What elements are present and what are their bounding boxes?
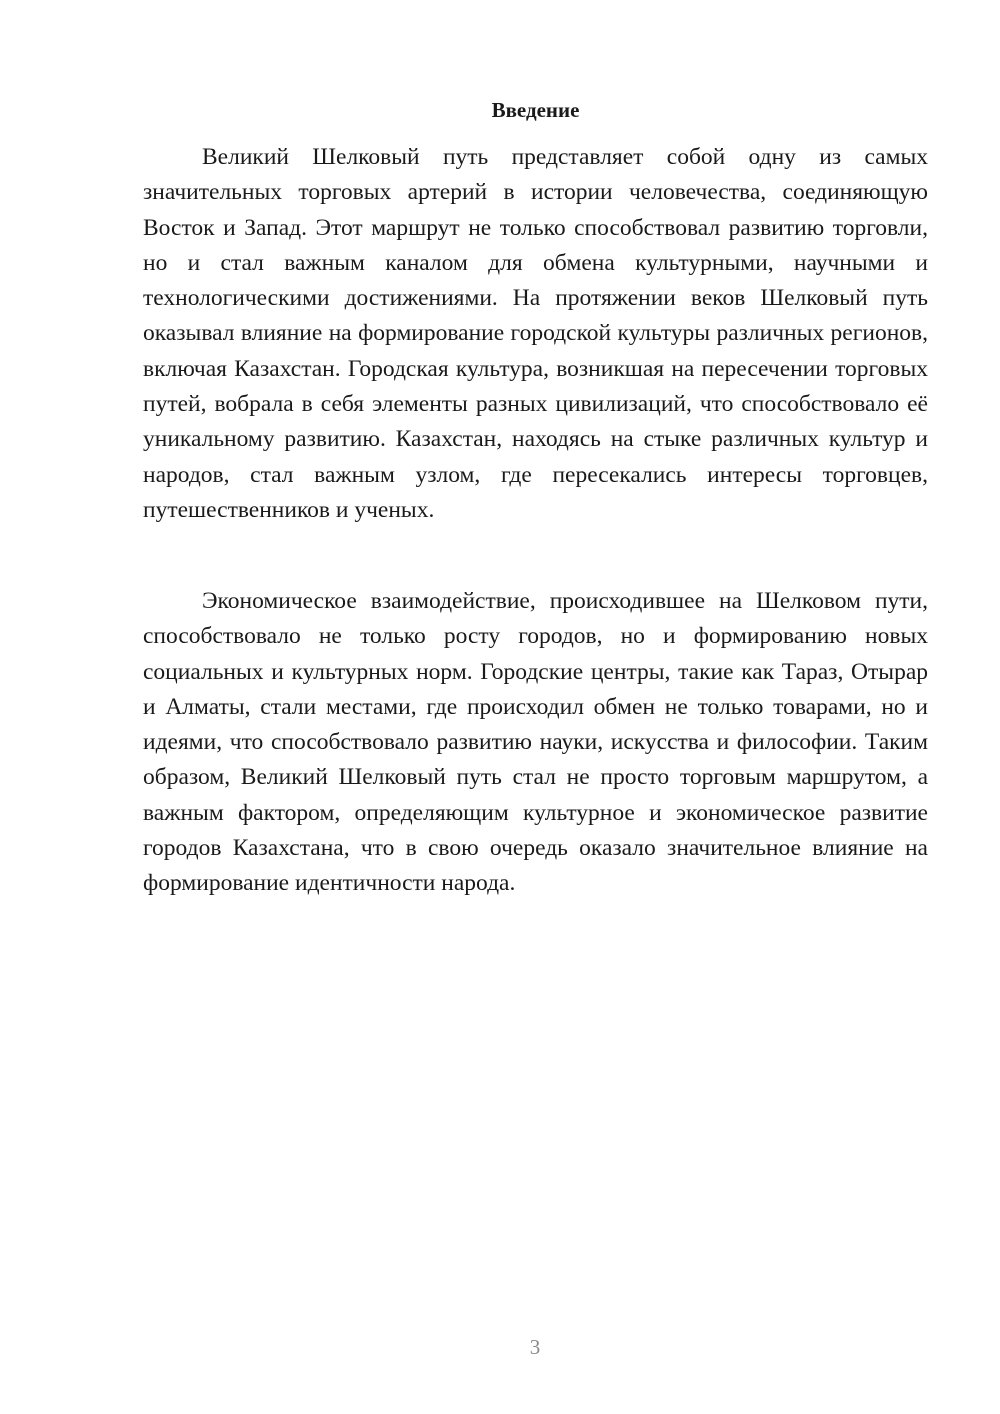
paragraph-intro: Великий Шелковый путь представляет собой одну из самых значительных торговых артерий в истории человечества, соединяющую Восток и Запад. Этот маршрут не только способствовал развитию торговли, но и стал важным каналом для обмена культурными, научными и технологическими достижениями. На протяжении веков Шелковый путь оказывал влияние на формирование городской культуры различных регионов, включая Казахстан. Городская культура, возникшая на пересечении торговых путей, вобрала в себя элементы разных цивилизаций, что способствовало её уникальному развитию. Казахстан, находясь на стыке различных культур и народов, стал важным узлом, где пересекались интересы торговцев, путешественников и ученых. bbox=[143, 144, 928, 523]
paragraph-economic: Экономическое взаимодействие, происходившее на Шелковом пути, способствовало не только росту городов, но и формированию новых социальных и культурных норм. Городские центры, такие как Тараз, Отырар и Алматы, стали местами, где происходил обмен не только товарами, но и идеями, что способствовало развитию науки, искусства и философии. Таким образом, Великий Шелковый путь стал не просто торговым маршрутом, а важным фактором, определяющим культурное и экономическое развитие городов Казахстана, что в свою очередь оказало значительное влияние на формирование идентичности народа. bbox=[143, 588, 928, 897]
page-number: 3 bbox=[529, 1335, 541, 1359]
section-title: Введение bbox=[491, 98, 580, 122]
